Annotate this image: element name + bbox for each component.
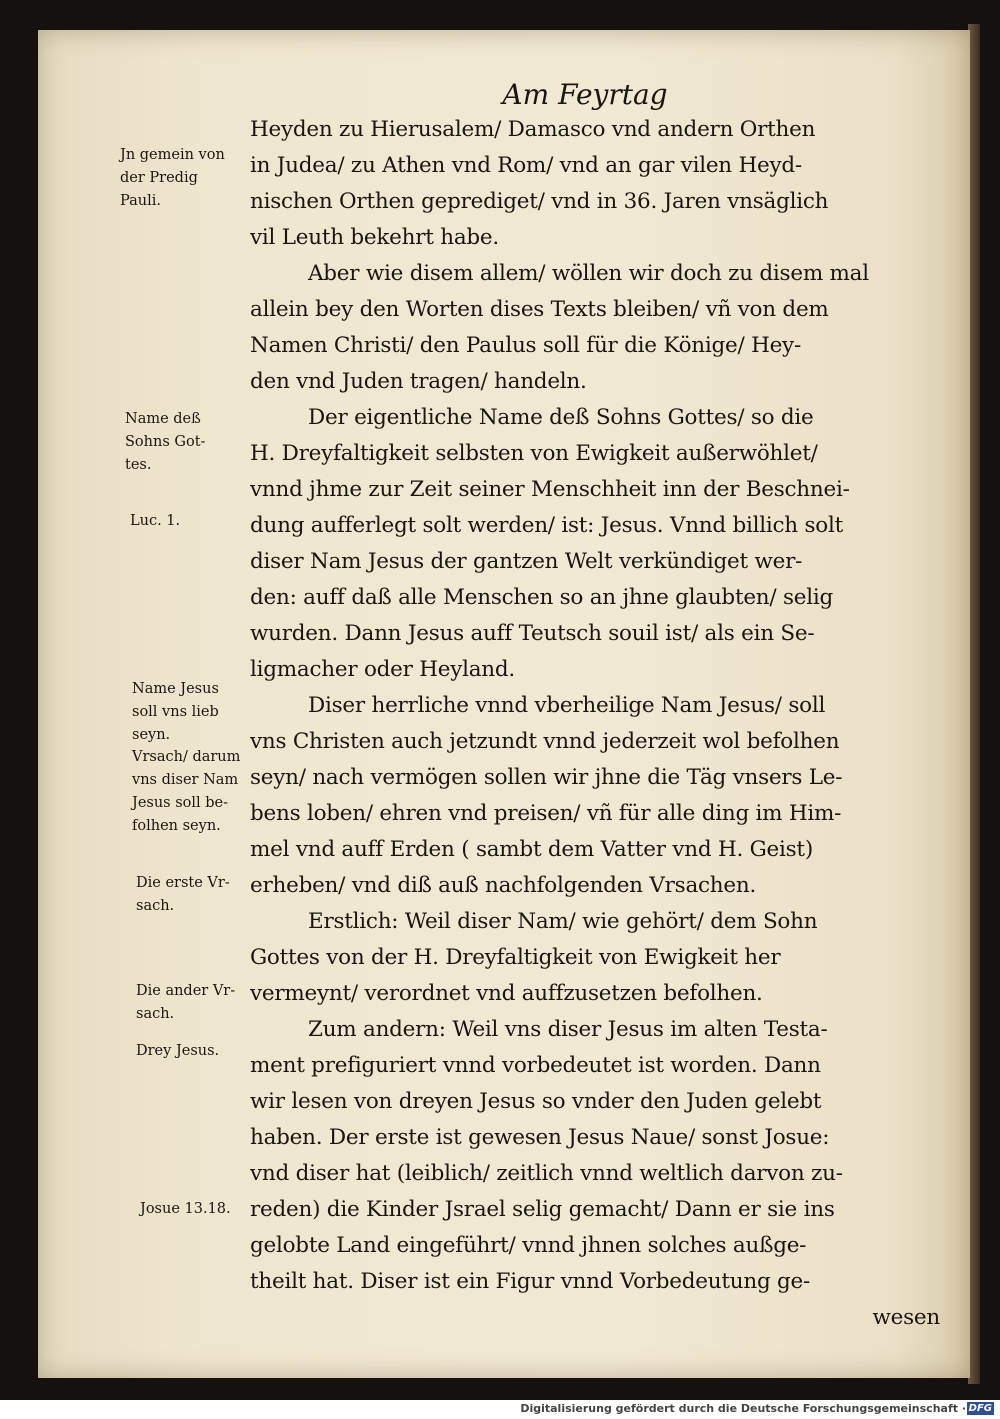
margin-note-line: sach. [136, 898, 175, 914]
margin-note-line: tes. [125, 457, 152, 473]
margin-note-line: Name Jesus [132, 681, 219, 697]
text-line: ment prefiguriert vnnd vorbedeutet ist worden. Dann [250, 1053, 821, 1078]
text-line: dung aufferlegt solt werden/ ist: Jesus. Vnnd billich solt [250, 513, 843, 538]
margin-note-line: Vrsach/ darum [132, 749, 241, 765]
margin-note-drey-jesus [136, 1040, 219, 1063]
margin-note-name-sohns [125, 408, 205, 477]
margin-note-line: Sohns Got- [125, 434, 206, 450]
margin-note-line: Jn gemein von [120, 147, 225, 163]
margin-note-line: Die erste Vr- [136, 875, 230, 891]
text-line: wir lesen von dreyen Jesus so vnder den Juden gelebt [250, 1089, 822, 1114]
text-line: Zum andern: Weil vns diser Jesus im alten Testa- [308, 1017, 828, 1042]
text-line: vns Christen auch jetzundt vnnd jederzeit wol befolhen [250, 729, 840, 754]
text-line: allein bey den Worten dises Texts bleiben/ vñ von dem [250, 297, 829, 322]
text-line: in Judea/ zu Athen vnd Rom/ vnd an gar vilen Heyd- [250, 153, 802, 178]
margin-note-name-jesus [132, 678, 219, 747]
margin-note-vrsach [132, 746, 240, 838]
text-line: theilt hat. Diser ist ein Figur vnnd Vorbedeutung ge- [250, 1269, 811, 1294]
margin-note-erste-vrsach [136, 872, 230, 918]
dfg-logo-icon: DFG [968, 1403, 992, 1414]
digitization-credit: Digitalisierung gefördert durch die Deutsche Forschungsgemeinschaft · [520, 1402, 966, 1415]
margin-note-line: Die ander Vr- [136, 983, 236, 999]
margin-note-line: vns diser Nam [132, 772, 239, 788]
text-line: Gottes von der H. Dreyfaltigkeit von Ewigkeit her [250, 945, 781, 970]
text-line: wurden. Dann Jesus auff Teutsch souil ist/ als ein Se- [250, 621, 815, 646]
text-line: haben. Der erste ist gewesen Jesus Naue/ sonst Josue: [250, 1125, 830, 1150]
text-line: vnd diser hat (leiblich/ zeitlich vnnd weltlich darvon zu- [250, 1161, 843, 1186]
text-line: vermeynt/ verordnet vnd auffzusetzen befolhen. [250, 981, 763, 1006]
text-line: Heyden zu Hierusalem/ Damasco vnd andern Orthen [250, 117, 816, 142]
text-line: gelobte Land eingeführt/ vnnd jhnen solches außge- [250, 1233, 807, 1258]
margin-note-line: Josue 13.18. [140, 1201, 231, 1217]
margin-note-josue [140, 1198, 231, 1221]
margin-note-predig [120, 144, 225, 213]
text-line: den vnd Juden tragen/ handeln. [250, 369, 587, 394]
catchword: wesen [872, 1305, 940, 1330]
margin-note-line: sach. [136, 1006, 175, 1022]
text-line: Aber wie disem allem/ wöllen wir doch zu disem mal [308, 261, 869, 286]
margin-note-line: Luc. 1. [130, 513, 181, 529]
margin-note-line: soll vns lieb [132, 704, 219, 720]
margin-note-line: Jesus soll be- [132, 795, 229, 811]
margin-note-ander-vrsach [136, 980, 235, 1026]
text-line: H. Dreyfaltigkeit selbsten von Ewigkeit außerwöhlet/ [250, 441, 818, 466]
margin-note-line: der Predig [120, 170, 198, 186]
margin-note-line: Name deß [125, 411, 201, 427]
margin-note-luc [130, 510, 180, 533]
text-line: nischen Orthen geprediget/ vnd in 36. Jaren vnsäglich [250, 189, 829, 214]
text-line: ligmacher oder Heyland. [250, 657, 515, 682]
text-line: Erstlich: Weil diser Nam/ wie gehört/ dem Sohn [308, 909, 818, 934]
text-line: Diser herrliche vnnd vberheilige Nam Jesus/ soll [308, 693, 826, 718]
margin-note-line: Drey Jesus. [136, 1043, 220, 1059]
text-line: seyn/ nach vermögen sollen wir jhne die Täg vnsers Le- [250, 765, 843, 790]
margin-note-line: folhen seyn. [132, 818, 221, 834]
text-line: den: auff daß alle Menschen so an jhne glaubten/ selig [250, 585, 833, 610]
text-line: reden) die Kinder Jsrael selig gemacht/ Dann er sie ins [250, 1197, 835, 1222]
margin-note-line: Pauli. [120, 193, 161, 209]
text-line: erheben/ vnd diß auß nachfolgenden Vrsachen. [250, 873, 757, 898]
text-line: mel vnd auff Erden ( sambt dem Vatter vnd H. Geist) [250, 837, 813, 862]
text-line: vil Leuth bekehrt habe. [250, 225, 499, 250]
body-text [250, 112, 940, 1336]
text-line: vnnd jhme zur Zeit seiner Menschheit inn der Beschnei- [250, 477, 850, 502]
running-head: Am Feyrtag [502, 78, 668, 111]
text-line: Der eigentliche Name deß Sohns Gottes/ so die [308, 405, 814, 430]
text-line: diser Nam Jesus der gantzen Welt verkündiget wer- [250, 549, 803, 574]
margin-note-line: seyn. [132, 727, 171, 743]
text-line: bens loben/ ehren vnd preisen/ vñ für alle ding im Him- [250, 801, 842, 826]
text-line: Namen Christi/ den Paulus soll für die Könige/ Hey- [250, 333, 801, 358]
